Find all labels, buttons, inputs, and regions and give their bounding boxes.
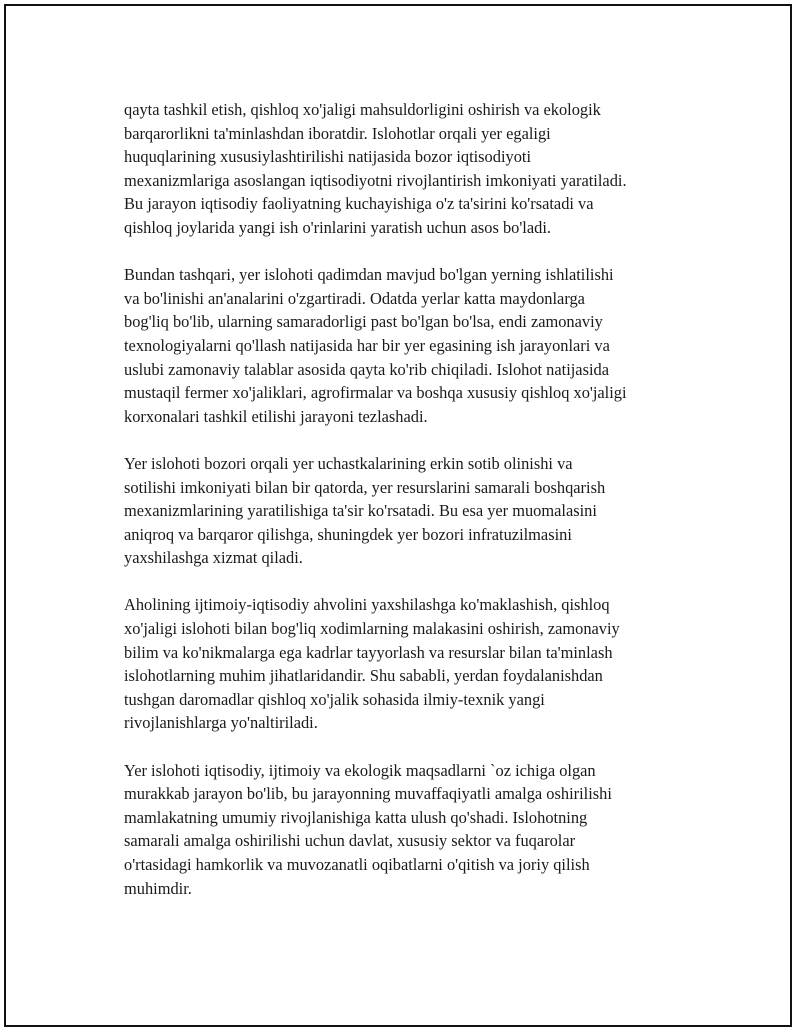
paragraph-3 xyxy=(124,452,690,570)
paragraph-2 xyxy=(124,263,690,428)
text-line: o'rtasidagi hamkorlik va muvozanatli oqibatlarni o'qitish va joriy qilish xyxy=(124,855,590,874)
paragraph-5 xyxy=(124,759,690,901)
text-line: islohotlarning muhim jihatlaridandir. Shu sababli, yerdan foydalanishdan xyxy=(124,666,603,686)
text-line: texnologiyalarni qo'llash natijasida har bir yer egasining ish jarayonlari va xyxy=(124,335,610,355)
text-line: mexanizmlarining yaratilishiga ta'sir ko'rsatadi. Bu esa yer muomalasini xyxy=(124,501,597,521)
text-line: sotilishi imkoniyati bilan bir qatorda, yer resurslarini samarali boshqarish xyxy=(124,477,606,497)
paragraph-1 xyxy=(124,98,690,240)
document-body xyxy=(124,98,690,924)
text-line: xo'jaligi islohoti bilan bog'liq xodimlarning malakasini oshirish, zamonaviy xyxy=(124,619,620,639)
paragraph-4 xyxy=(124,593,690,735)
text-line: Yer islohoti iqtisodiy, ijtimoiy va ekologik maqsadlarni `oz ichiga olgan xyxy=(124,760,596,780)
text-line: mamlakatning umumiy rivojlanishiga katta ulush qo'shadi. Islohotning xyxy=(124,807,588,827)
text-line: Aholining ijtimoiy-iqtisodiy ahvolini yaxshilashga ko'maklashish, qishloq xyxy=(124,595,610,615)
text-line: mexanizmlariga asoslangan iqtisodiyotni rivojlantirish imkoniyati yaratiladi. xyxy=(124,170,627,190)
text-line: muhimdir. xyxy=(124,878,192,898)
text-line: mustaqil fermer xo'jaliklari, agrofirmalar va boshqa xususiy qishloq xo'jaligi xyxy=(124,383,627,403)
text-line: bilim va ko'nikmalarga ega kadrlar tayyorlash va resurslar bilan ta'minlash xyxy=(124,642,613,662)
text-line: huquqlarining xususiylashtirilishi natijasida bozor iqtisodiyoti xyxy=(124,147,532,167)
text-line: Yer islohoti bozori orqali yer uchastkalarining erkin sotib olinishi va xyxy=(124,453,573,473)
text-line: Bundan tashqari, yer islohoti qadimdan mavjud bo'lgan yerning ishlatilishi xyxy=(124,265,614,285)
text-line: Bu jarayon iqtisodiy faoliyatning kuchayishiga o'z ta'sirini ko'rsatadi va xyxy=(124,194,594,214)
text-line: rivojlanishlarga yo'naltiriladi. xyxy=(124,713,318,733)
text-line: aniqroq va barqaror qilishga, shuningdek yer bozori infratuzilmasini xyxy=(124,524,572,544)
text-line: qayta tashkil etish, qishloq xo'jaligi mahsuldorligini oshirish va ekologik xyxy=(124,100,601,119)
text-line: yaxshilashga xizmat qiladi. xyxy=(124,548,303,568)
text-line: murakkab jarayon bo'lib, bu jarayonning muvaffaqiyatli amalga oshirilishi xyxy=(124,784,612,804)
text-line: barqarorlikni ta'minlashdan iboratdir. Islohotlar orqali yer egaligi xyxy=(124,123,551,143)
text-line: va bo'linishi an'analarini o'zgartiradi. Odatda yerlar katta maydonlarga xyxy=(124,288,585,308)
text-line: bog'liq bo'lib, ularning samaradorligi past bo'lgan bo'lsa, endi zamonaviy xyxy=(124,312,603,332)
text-line: qishloq joylarida yangi ish o'rinlarini yaratish uchun asos bo'ladi. xyxy=(124,217,551,237)
text-line: korxonalari tashkil etilishi jarayoni tezlashadi. xyxy=(124,406,428,426)
page-frame xyxy=(4,4,792,1027)
text-line: uslubi zamonaviy talablar asosida qayta ko'rib chiqiladi. Islohot natijasida xyxy=(124,359,609,379)
text-line: samarali amalga oshirilishi uchun davlat, xususiy sektor va fuqarolar xyxy=(124,831,576,851)
text-line: tushgan daromadlar qishloq xo'jalik sohasida ilmiy-texnik yangi xyxy=(124,689,545,709)
